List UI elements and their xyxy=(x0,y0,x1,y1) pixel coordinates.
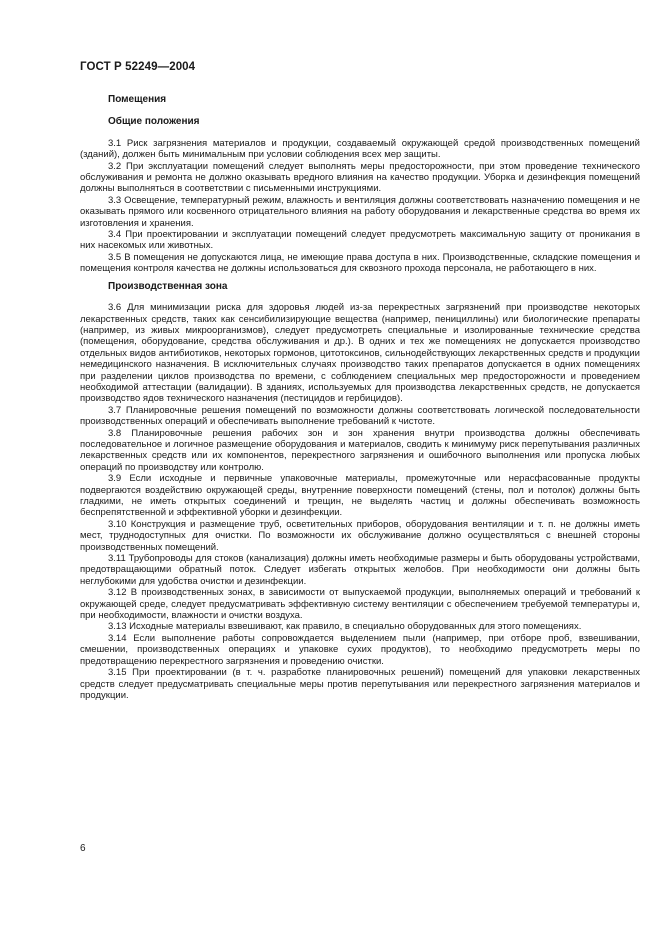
paragraph-3-3: 3.3 Освещение, температурный режим, влажность и вентиляция должны соответствовать назначению помещения и не оказывать прямого или косвенного отрицательного влияния на работу оборудования и лекарственные средства во время их изготовления и хранения. xyxy=(80,194,640,229)
paragraph-3-7: 3.7 Планировочные решения помещений по возможности должны соответствовать логической последовательности производственных операций и обеспечивать выполнение требований к чистоте. xyxy=(80,404,640,428)
paragraph-3-10: 3.10 Конструкция и размещение труб, осветительных приборов, оборудования вентиляции и т. п. не должны иметь мест, труднодоступных для очистки. По возможности их обслуживание должно осуществляться с внешней стороны производственных помещений. xyxy=(80,518,640,553)
paragraph-3-9: 3.9 Если исходные и первичные упаковочные материалы, промежуточные или нерасфасованные продукты подвергаются воздействию окружающей среды, внутренние поверхности помещений (стены, пол и потолок) должны быть гладкими, не иметь открытых соединений и трещин, не выделять частиц и должны обеспечивать возможность беспрепятственной и эффективной уборки и дезинфекции. xyxy=(80,473,640,519)
paragraph-3-8: 3.8 Планировочные решения рабочих зон и зон хранения внутри производства должны обеспечивать последовательное и логичное размещение оборудования и материалов, сводить к минимуму риск перепутывания различных лекарственных средств или их компонентов, перекрестного загрязнения и ошибочного выполнения или пропуска любых операций по производству или контролю. xyxy=(80,427,640,473)
document-body xyxy=(80,94,640,701)
paragraph-3-11: 3.11 Трубопроводы для стоков (канализация) должны иметь необходимые размеры и быть оборудованы устройствами, предотвращающими обратный поток. Следует избегать открытых желобов. При необходимости они должны быть неглубокими для удобства очистки и дезинфекции. xyxy=(80,553,640,587)
standard-header: ГОСТ Р 52249—2004 xyxy=(80,61,196,73)
paragraph-3-2: 3.2 При эксплуатации помещений следует выполнять меры предосторожности, при этом проведение технического обслуживания и ремонта не должно оказывать вредного влияния на качество продукции. Уборка и дезинфекция помещений должны выполняться в соответствии с письменными инструкциями. xyxy=(80,160,640,195)
paragraph-3-5: 3.5 В помещения не допускаются лица, не имеющие права доступа в них. Производственные, складские помещения и помещения контроля качества не должны использоваться для сквозного прохода персонала, не работающего в них. xyxy=(80,251,640,275)
paragraph-3-15: 3.15 При проектировании (в т. ч. разработке планировочных решений) помещений для упаковки лекарственных средств следует предусматривать специальные меры против перепутывания или перекрестного загрязнения материалов и продукции. xyxy=(80,667,640,701)
paragraph-3-4: 3.4 При проектировании и эксплуатации помещений следует предусмотреть максимальную защиту от проникания в них насекомых или животных. xyxy=(80,229,640,252)
paragraph-3-12: 3.12 В производственных зонах, в зависимости от выпускаемой продукции, выполняемых операций и требований к окружающей среде, следует предусматривать эффективную систему вентиляции с обеспечением требуемой температуры и, при необходимости, влажности и очистки воздуха. xyxy=(80,587,640,622)
paragraph-3-1: 3.1 Риск загрязнения материалов и продукции, создаваемый окружающей средой производственных помещений (зданий), должен быть минимальным при условии соблюдения всех мер защиты. xyxy=(80,137,640,161)
paragraph-3-6: 3.6 Для минимизации риска для здоровья людей из-за перекрестных загрязнений при производстве некоторых лекарственных средств, таких как сенсибилизирующие вещества (например, пенициллины) или биологические препараты (например, из живых микроорганизмов), следует предусмотреть специальные и изолированные технические средства (помещения, оборудование, средства обслуживания и др.). В одних и тех же помещениях не допускается производство отдельных видов антибиотиков, некоторых гормонов, цитотоксинов, сильнодействующих лекарственных средств и продукции немедицинского назначения. В исключительных случаях производство таких препаратов допускается в одних помещениях при разделении циклов производства по времени, с соблюдением специальных мер предосторожности и проведением необходимой аттестации (валидации). В зданиях, используемых для производства лекарственных средств, не допускается производство ядов технического назначения (пестицидов и гербицидов). xyxy=(80,302,640,405)
subsection-heading-production-zone: Производственная зона xyxy=(108,280,228,292)
general-paragraphs xyxy=(80,138,640,275)
paragraph-3-14: 3.14 Если выполнение работы сопровождается выделением пыли (например, при отборе проб, взвешивании, смешении, производственных операциях и упаковке сухих продуктов), то необходимо предусмотреть меры по предотвращению перекрестного загрязнения и проведению очистки. xyxy=(80,632,640,667)
page-number: 6 xyxy=(80,843,86,854)
paragraph-3-13: 3.13 Исходные материалы взвешивают, как правило, в специально оборудованных для этого помещениях. xyxy=(108,621,582,633)
section-heading-premises: Помещения xyxy=(108,94,167,105)
production-paragraphs xyxy=(80,302,640,701)
subsection-heading-general: Общие положения xyxy=(108,116,200,128)
